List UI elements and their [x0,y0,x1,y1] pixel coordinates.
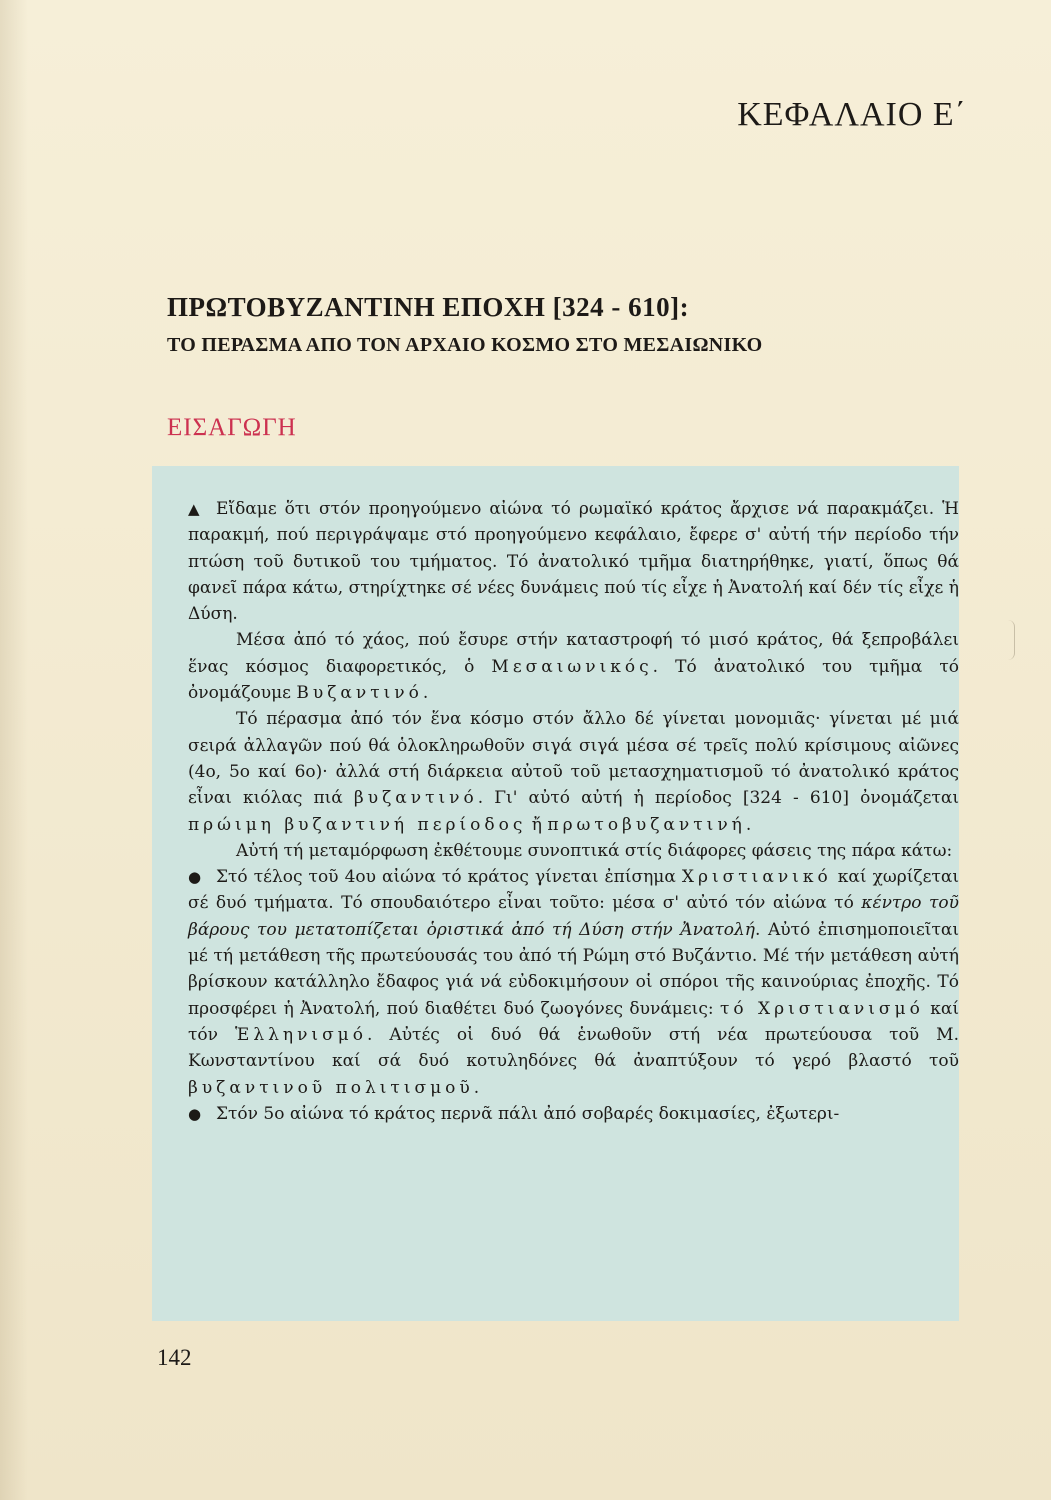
paragraph-4: Αὐτή τή μεταμόρφωση ἐκθέτουμε συνοπτικά στίς διάφορες φάσεις της πάρα κάτω: [236,840,953,861]
emphasis-term: Ἑλληνισμό [235,1024,367,1045]
emphasis-term: βυζαντινοῦ πολιτισμοῦ [188,1077,474,1098]
paragraph-6: ● Στόν 5ο αἰώνα τό κράτος περνᾶ πάλι ἀπό σοβαρές δοκιμασίες, ἐξωτερι- [188,1101,959,1127]
paragraph-5: ● Στό τέλος τοῦ 4ου αἰώνα τό κράτος γίνεται ἐπίσημα Χριστιανικό καί χωρίζεται σέ δυό τμήματα. Τό σπουδαιότερο εἶναι τοῦτο: μέσα σ' αὐτό τόν αἰώνα τό κέντρο τοῦ βάρους του μετατοπίζεται ὁριστικά ἀπό τή Δύση στήν Ἀνατολή. Αὐτό ἐπισημοποιεῖται μέ τή μετάθεση τῆς πρωτεύουσάς του ἀπό τή Ρώμη στό Βυζάντιο. Μέ τήν μετάθεση αὐτή βρίσκουν κατάλληλο ἔδαφος γιά νά εὐδοκιμήσουν οἱ σπόροι τῆς καινούριας ἐποχῆς. Τό προσφέρει ἡ Ἀνατολή, πού διαθέτει δυό ζωογόνες δυνάμεις: τό Χριστιανισμό καί τόν Ἑλληνισμό. Αὐτές οἱ δυό θά ἑνωθοῦν στή νέα πρωτεύουσα τοῦ Μ. Κωνσταντίνου καί σά δυό κοτυληδόνες θά ἀναπτύξουν τό γερό βλαστό τοῦ βυζαντινοῦ πολιτισμοῦ. [188,864,959,1101]
bullet-icon: ● [188,868,202,887]
part-subtitle: ΤΟ ΠΕΡΑΣΜΑ ΑΠΟ ΤΟΝ ΑΡΧΑΙΟ ΚΟΣΜΟ ΣΤΟ ΜΕΣΑΙΩΝΙΚΟ [167,334,763,356]
part-title: ΠΡΩΤΟΒΥΖΑΝΤΙΝΗ ΕΠΟΧΗ [324 - 610]: [167,292,690,322]
emphasis-term: Βυζαντινό [296,683,423,704]
section-title: ΕΙΣΑΓΩΓΗ [167,414,297,441]
paragraph-3: Τό πέρασμα ἀπό τόν ἕνα κόσμο στόν ἄλλο δέ γίνεται μονομιᾶς· γίνεται μέ μιά σειρά ἀλλαγῶν πού θά ὁλοκληρωθοῦν σιγά σιγά μέσα σέ τρεῖς πολύ κρίσιμους αἰῶνες (4ο, 5ο καί 6ο)· ἀλλά στή διάρκεια αὐτοῦ τοῦ μετασχηματισμοῦ τό ἀνατολικό κράτος εἶναι κιόλας πιά βυζαντινό. Γι' αὐτό αὐτή ἡ περίοδος [324 - 610] ὀνομάζεται πρώιμη βυζαντινή περίοδος ἤ πρωτοβυζαντινή. [188,709,959,835]
paragraph-1: ▲ Εἴδαμε ὅτι στόν προηγούμενο αἰώνα τό ρωμαϊκό κράτος ἄρχισε νά παρακμάζει. Ἡ παρακμή, πού περιγράψαμε στό προηγούμενο κεφάλαιο, ἔφερε σ' αὐτή τήν περίοδο τήν πτώση τοῦ δυτικοῦ του τμήματος. Τό ἀνατολικό τμῆμα διατηρήθηκε, γιατί, ὅπως θά φανεῖ πάρα κάτω, στηρίχτηκε σέ νέες δυνάμεις πού τίς εἶχε ἡ Ἀνατολή καί δέν τίς εἶχε ἡ Δύση. [188,496,959,627]
italic-phrase: κέντρο τοῦ βάρους του μετατοπίζεται ὁριστικά ἀπό τή Δύση στήν Ἀνατολή [188,893,959,940]
emphasis-term: τό Χριστιανισμό [719,998,924,1019]
page-edge-mark [1008,620,1015,660]
paragraph-2: Μέσα ἀπό τό χάος, πού ἔσυρε στήν καταστροφή τό μισό κράτος, θά ξεπροβάλει ἕνας κόσμος διαφορετικός, ὁ Μεσαιωνικός. Τό ἀνατολικό του τμῆμα τό ὀνομάζουμε Βυζαντινό. [188,630,959,704]
chapter-heading: ΚΕΦΑΛΑΙΟ Ε΄ [737,96,967,133]
triangle-icon: ▲ [188,500,200,518]
emphasis-term: Μεσαιωνικός [491,656,653,677]
emphasis-term: Χριστιανικό [681,867,832,888]
emphasis-term: βυζαντινό [353,788,478,809]
emphasis-term: πρωτοβυζαντινή [547,814,746,835]
body-text [188,496,959,1127]
emphasis-term: πρώιμη βυζαντινή περίοδος [188,814,527,835]
page-number: 142 [157,1345,192,1370]
bullet-icon: ● [188,1104,202,1123]
